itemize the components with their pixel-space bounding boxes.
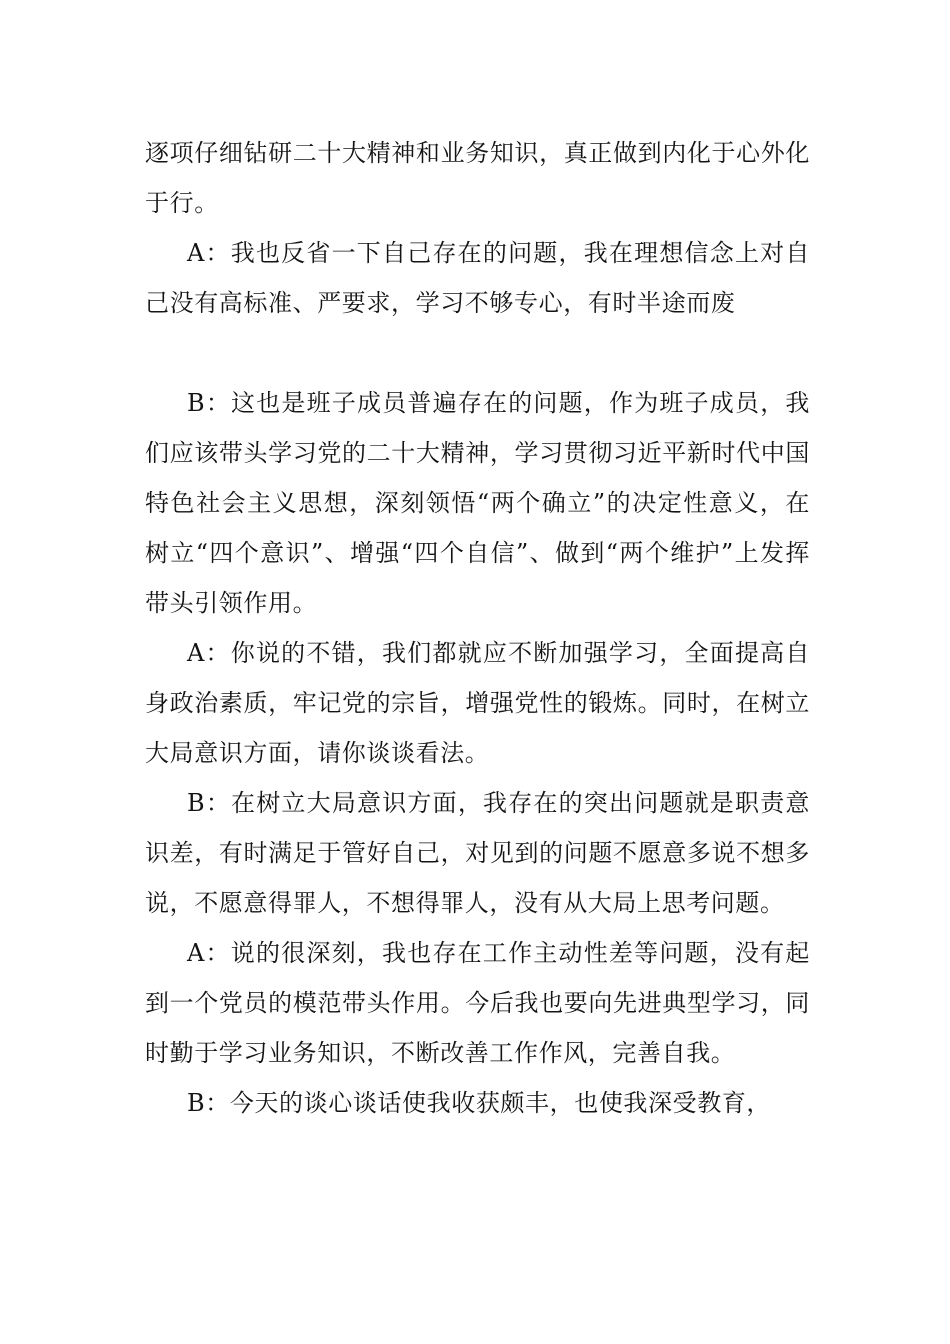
- document-body: [145, 128, 810, 1128]
- paragraph-b-3: B：今天的谈心谈话使我收获颇丰，也使我深受教育，: [187, 1089, 772, 1117]
- paragraph-a-1: A：我也反省一下自己存在的问题，我在理想信念上对自己没有高标准、严要求，学习不够专心，有时半途而废: [145, 239, 810, 317]
- paragraph-a-2: A：你说的不错，我们都就应不断加强学习，全面提高自身政治素质，牢记党的宗旨，增强党性的锻炼。同时，在树立大局意识方面，请你谈谈看法。: [145, 639, 810, 767]
- paragraph-b-1: B：这也是班子成员普遍存在的问题，作为班子成员，我们应该带头学习党的二十大精神，学习贯彻习近平新时代中国特色社会主义思想，深刻领悟“两个确立”的决定性意义，在树立“四个意识”、增强“四个自信”、做到“两个维护”上发挥带头引领作用。: [145, 389, 810, 617]
- paragraph-a-3: A：说的很深刻，我也存在工作主动性差等问题，没有起到一个党员的模范带头作用。今后我也要向先进典型学习，同时勤于学习业务知识，不断改善工作作风，完善自我。: [145, 939, 810, 1067]
- paragraph-continuation: 逐项仔细钻研二十大精神和业务知识，真正做到内化于心外化于行。: [145, 139, 810, 217]
- paragraph-b-2: B：在树立大局意识方面，我存在的突出问题就是职责意识差，有时满足于管好自己，对见到的问题不愿意多说不想多说，不愿意得罪人，不想得罪人，没有从大局上思考问题。: [145, 789, 810, 917]
